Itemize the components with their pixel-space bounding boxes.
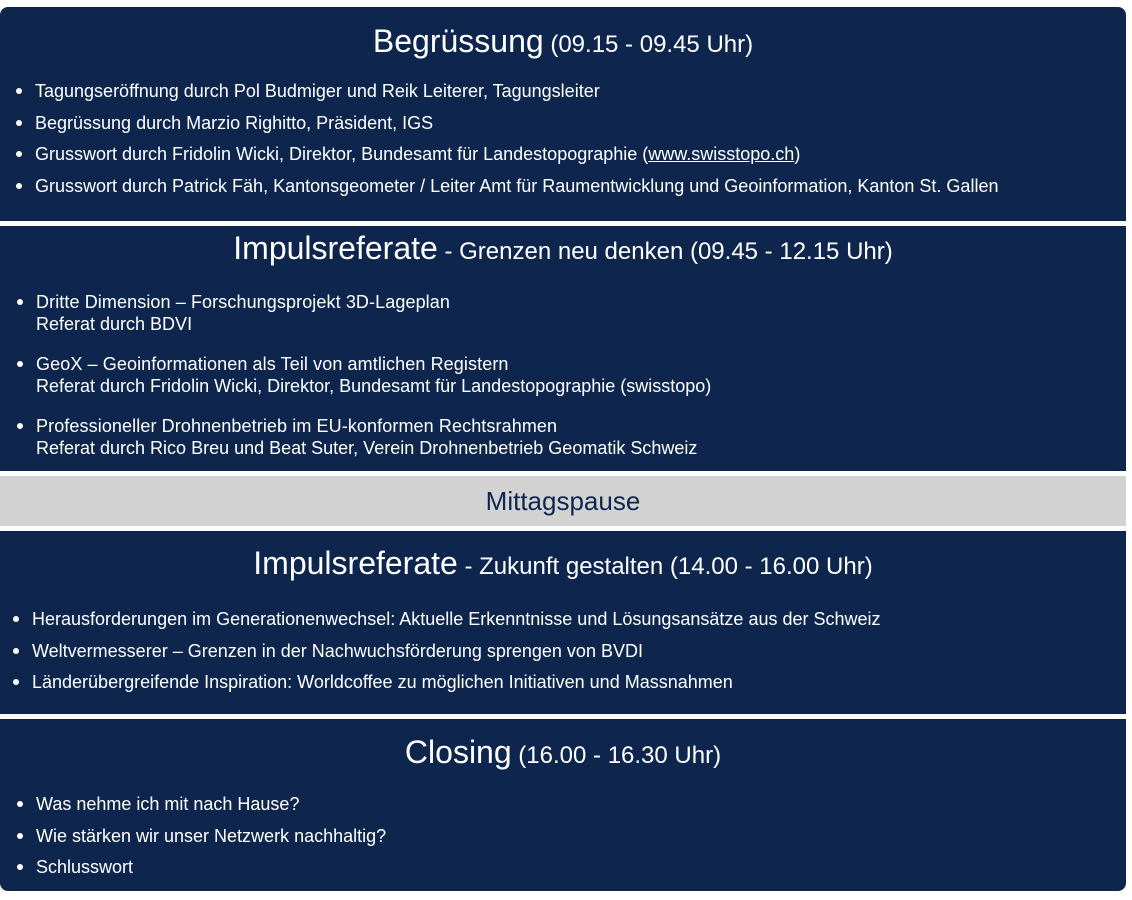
- list-item: Tagungseröffnung durch Pol Budmiger und Reik Leiterer, Tagungsleiter: [35, 80, 998, 102]
- list-item: [36, 291, 711, 335]
- section-time: (16.00 - 16.30 Uhr): [511, 742, 722, 769]
- section-title-main: Begrüssung: [372, 23, 544, 59]
- section-title: [0, 23, 1126, 60]
- section-closing: [0, 719, 1126, 891]
- talk-title: Professioneller Drohnenbetrieb im EU-konformen Rechtsrahmen: [36, 416, 558, 436]
- list-item: Schlusswort: [36, 856, 386, 878]
- swisstopo-link[interactable]: www.swisstopo.ch: [648, 144, 795, 165]
- list-item: [36, 415, 711, 459]
- section-title-main: Impulsreferate: [233, 230, 438, 266]
- talk-title: GeoX – Geoinformationen als Teil von amtlichen Registern: [36, 354, 509, 374]
- list-item: Herausforderungen im Generationenwechsel: Aktuelle Erkenntnisse und Lösungsansätze aus der Schweiz: [32, 609, 881, 629]
- section-title-main: Closing: [404, 734, 512, 770]
- list-item: Was nehme ich mit nach Hause?: [36, 793, 386, 815]
- list-item: Grusswort durch Patrick Fäh, Kantonsgeometer / Leiter Amt für Raumentwicklung und Geoinformation, Kanton St. Gallen: [35, 176, 999, 197]
- agenda-list: [36, 793, 386, 888]
- section-impulsreferate-zukunft: [0, 531, 1126, 714]
- list-item: Weltvermesserer – Grenzen in der Nachwuchsförderung sprengen von BVDI: [32, 640, 881, 662]
- lunch-break-banner: [0, 476, 1126, 526]
- section-begruessung: [0, 7, 1126, 221]
- talk-speaker: Referat durch Fridolin Wicki, Direktor, Bundesamt für Landestopographie (swisstopo): [36, 376, 712, 396]
- section-time: - Zukunft gestalten (14.00 - 16.00 Uhr): [457, 553, 873, 580]
- section-time: (09.15 - 09.45 Uhr): [543, 31, 754, 58]
- section-title: [0, 545, 1126, 582]
- talk-speaker: Referat durch BDVI: [36, 314, 193, 334]
- section-title: [0, 230, 1126, 267]
- agenda-list: [35, 80, 998, 207]
- list-item: Grusswort durch Fridolin Wicki, Direktor, Bundesamt für Landestopographie (www.swisstopo.ch): [35, 143, 998, 165]
- talk-speaker: Referat durch Rico Breu und Beat Suter, Verein Drohnenbetrieb Geomatik Schweiz: [36, 438, 698, 458]
- talk-title: Dritte Dimension – Forschungsprojekt 3D-Lageplan: [36, 292, 451, 312]
- lunch-label: Mittagspause: [485, 485, 641, 516]
- agenda-list: [36, 291, 711, 477]
- section-impulsreferate-grenzen: [0, 226, 1126, 471]
- section-time: - Grenzen neu denken (09.45 - 12.15 Uhr): [437, 238, 893, 265]
- section-title-main: Impulsreferate: [253, 545, 458, 581]
- list-item: [36, 353, 711, 397]
- agenda-list: [32, 608, 881, 703]
- section-title: [0, 734, 1126, 771]
- list-item: Wie stärken wir unser Netzwerk nachhaltig?: [36, 825, 387, 846]
- list-item: Begrüssung durch Marzio Righitto, Präsident, IGS: [35, 112, 998, 134]
- list-item: Länderübergreifende Inspiration: Worldcoffee zu möglichen Initiativen und Massnahmen: [32, 671, 881, 693]
